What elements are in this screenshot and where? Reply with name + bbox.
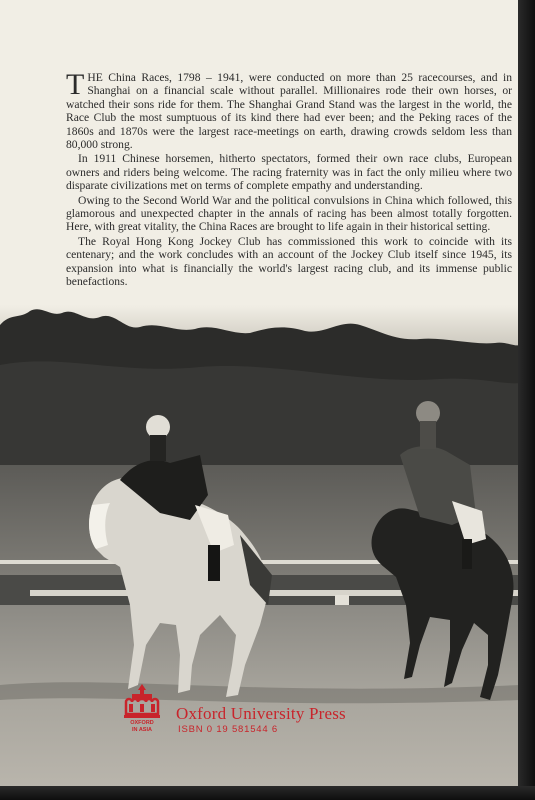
- blurb-paragraph-4: The Royal Hong Kong Jockey Club has commissioned this work to coincide with its centenary; and the work concludes with an account of the Jockey Club itself since 1945, its expansion into what is financially the world's largest racing club, and its immense public benefactions.: [66, 234, 512, 289]
- blurb-paragraph-3: Owing to the Second World War and the political convulsions in China which followed, this glamorous and unexpected chapter in the annals of racing has been almost totally forgotten. Here, with great vitality, the China Races are brought to life again in their historical setting.: [66, 193, 512, 234]
- publisher-name: Oxford University Press: [176, 704, 346, 723]
- blurb-paragraph-1-text: HE China Races, 1798 – 1941, were conducted on more than 25 racecourses, and in Shanghai on a financial scale without parallel. Millionaires rode their own horses, or watched their sons ride for them. The Shanghai Grand Stand was the largest in the world, the Race Club the most sumptuous of its kind there had ever been; and the Peking races of the 1860s and 1870s were the largest race-meetings on earth, drawing crowds seldom less than 80,000 strong.: [66, 71, 512, 152]
- publisher-imprint: [120, 680, 440, 740]
- cover-right-edge: [518, 0, 535, 800]
- blurb-paragraph-2: In 1911 Chinese horsemen, hitherto spectators, formed their own race clubs, European owners and riders being welcome. The racing fraternity was in fact the only milieu where two disparate civilizations met on terms of complete empathy and understanding.: [66, 152, 512, 193]
- blurb-paragraph-1: [66, 68, 512, 152]
- cover-bottom-edge: [0, 786, 535, 800]
- drop-cap: T: [66, 68, 85, 101]
- blurb-text: [66, 68, 512, 290]
- logo-line-1: OXFORD: [130, 720, 154, 726]
- logo-line-2: IN ASIA: [132, 727, 152, 733]
- isbn-number: ISBN 0 19 581544 6: [178, 724, 278, 735]
